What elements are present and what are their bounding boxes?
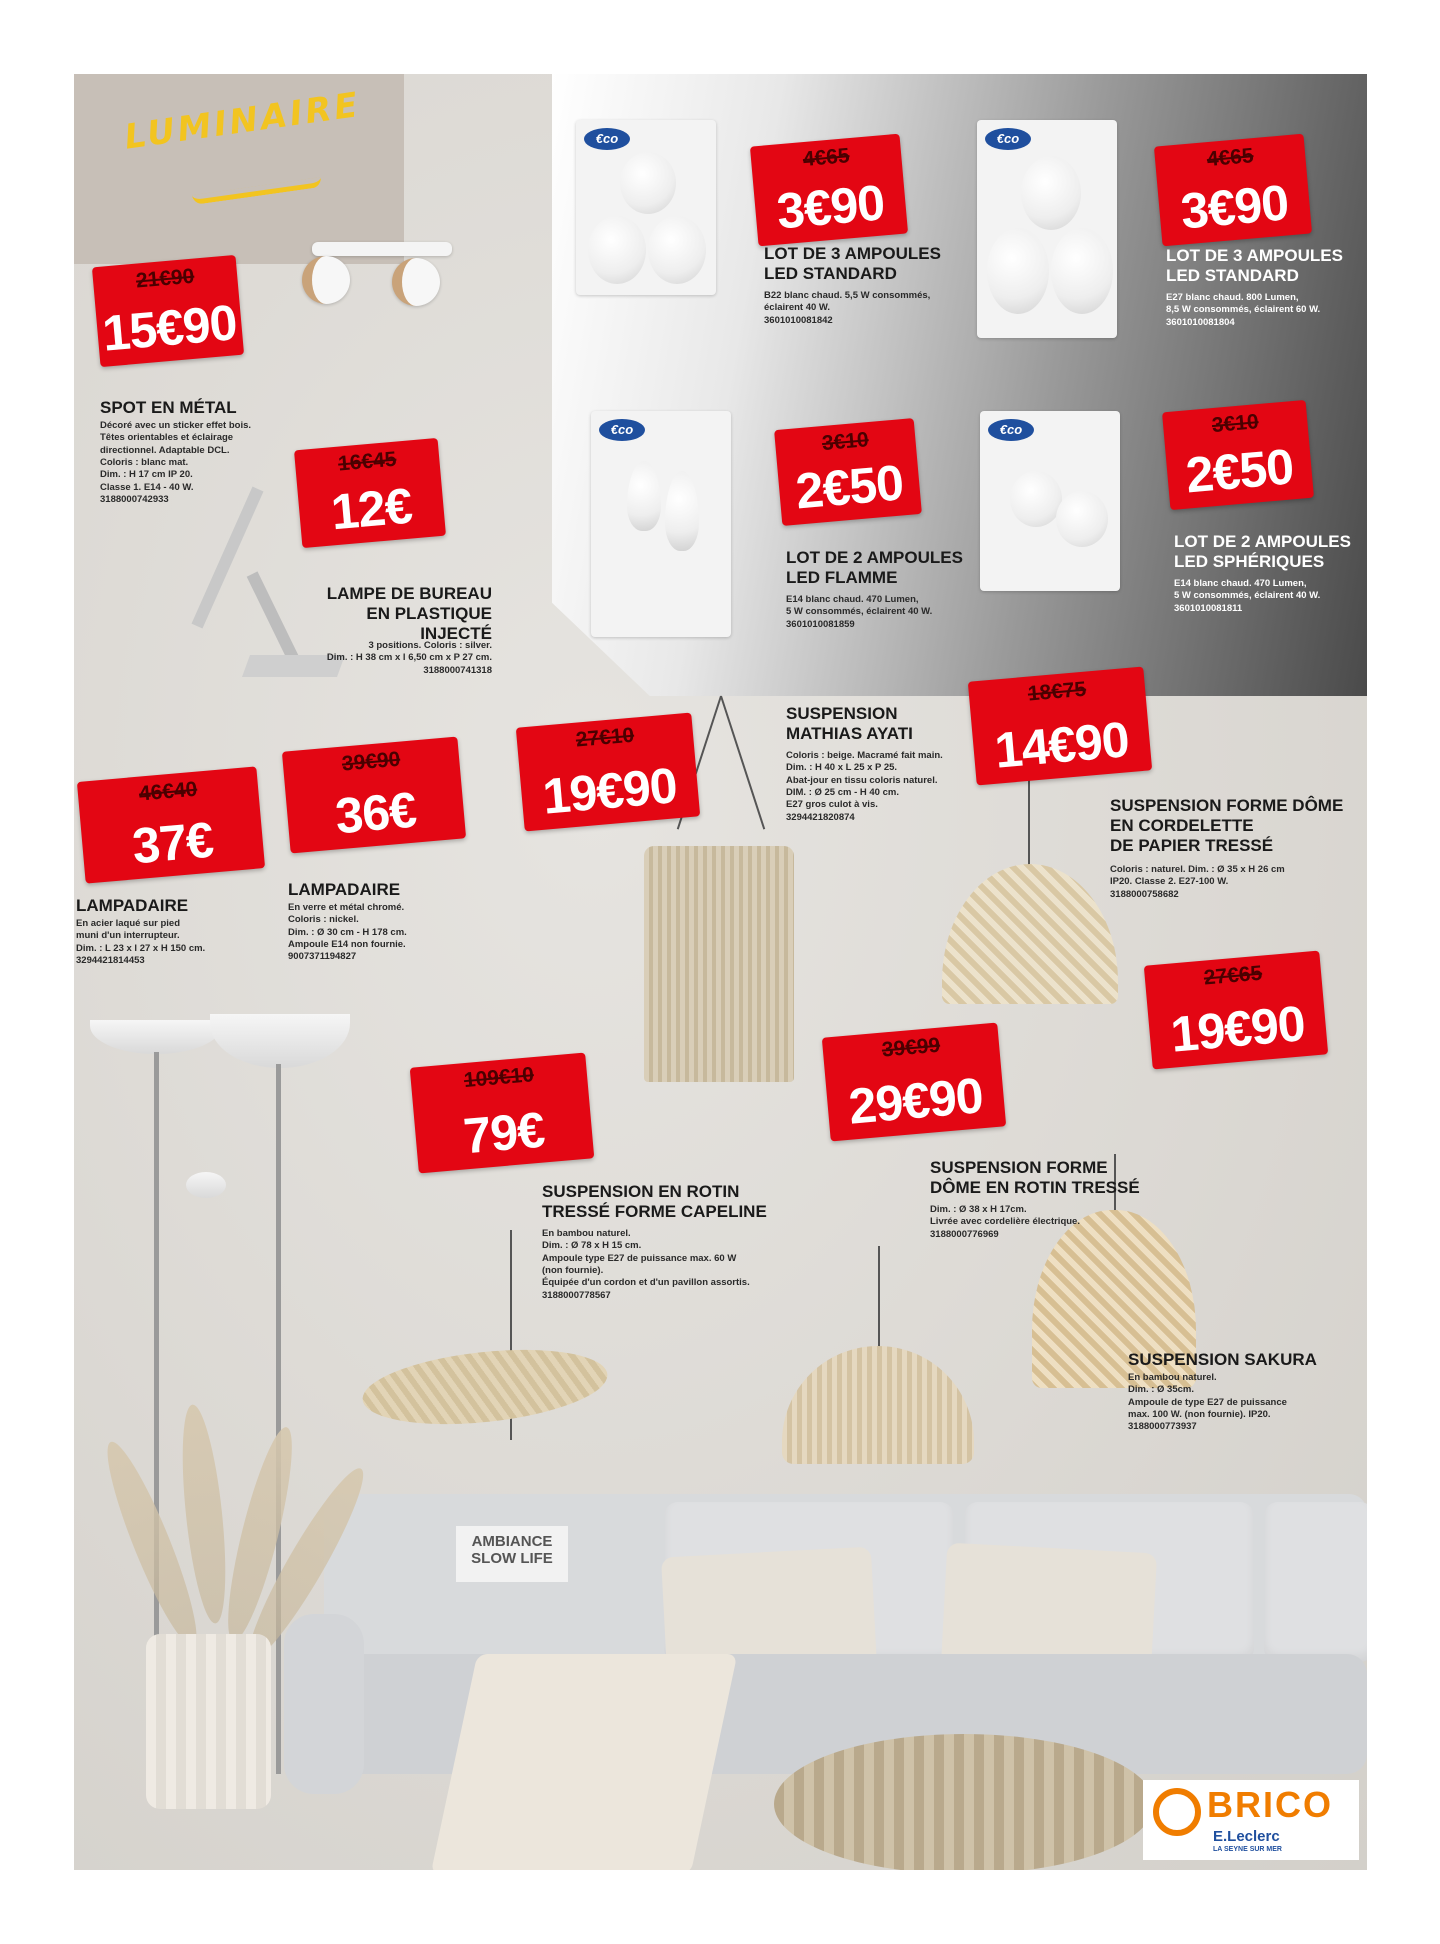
product-desc-suspension-dome-rotin: Dim. : Ø 38 x H 17cm. Livrée avec cordelière électrique. 3188000776969 [930,1204,1080,1240]
product-title-lampadaire-2: LAMPADAIRE [288,880,401,899]
logo-brand: BRICO [1207,1784,1333,1825]
old-price: 18€75 [1026,677,1088,706]
eco-logo-icon: €co [985,128,1031,150]
price-tag-lampadaire-1[interactable] [77,766,265,883]
price-tag-lampadaire-2[interactable] [282,737,466,854]
product-desc-suspension-capeline: En bambou naturel. Dim. : Ø 78 x H 15 cm. Ampoule type E27 de puissance max. 60 W (non fournie). Équipée d'un cordon et d'un pavillon assortis. 3188000778567 [542,1228,750,1301]
price-tag-ampoules-b22[interactable] [750,134,908,247]
price-tag-suspension-dome-rotin[interactable] [822,1023,1006,1142]
price-tag-suspension-capeline[interactable] [410,1053,595,1174]
suspension-cord [878,1246,880,1356]
product-desc-suspension-ayati: Coloris : beige. Macramé fait main. Dim. : H 40 x L 25 x P 25. Abat-jour en tissu coloris naturel. DIM. : Ø 25 cm - H 40 cm. E27 gros culot à vis. 3294421820874 [786,750,943,823]
price-tag-suspension-dome-cordelette[interactable] [968,667,1152,786]
product-desc-lampe-bureau: 3 positions. Coloris : silver. Dim. : H 38 cm x l 6,50 cm x P 27 cm. 3188000741318 [326,640,492,676]
bulb-image [1010,471,1062,527]
old-price: 3€10 [821,428,870,456]
floor-lamp-pole [276,1064,281,1774]
new-price: 19€90 [540,757,679,825]
bulb-image [1051,228,1113,314]
product-title-suspension-dome-rotin: SUSPENSION FORME DÔME EN ROTIN TRESSÉ [930,1158,1140,1198]
new-price: 3€90 [1178,174,1291,240]
old-price: 27€10 [574,723,636,752]
old-price: 21€90 [135,264,196,293]
new-price: 79€ [461,1101,547,1165]
price-tag-ampoules-flamme[interactable] [774,418,922,526]
product-desc-ampoules-e27: E27 blanc chaud. 800 Lumen, 8,5 W consommés, éclairent 60 W. 3601010081804 [1166,292,1321,328]
old-price: 4€65 [1205,144,1255,172]
bulb-image [665,471,699,551]
title-underline [192,177,322,205]
bulb-pack-e27[interactable] [977,120,1117,338]
bulb-image [627,461,661,531]
old-price: 39€90 [340,747,402,776]
price-tag-spot[interactable] [92,255,244,367]
new-price: 12€ [328,477,414,541]
price-tag-suspension-ayati[interactable] [516,713,700,832]
old-price: 46€40 [137,777,199,806]
new-price: 3€90 [774,174,887,240]
bulb-image [1021,156,1081,230]
sofa-cushion [1264,1502,1367,1662]
macrame-shade-image [644,846,794,1082]
brico-leclerc-logo [1143,1780,1359,1860]
throw-blanket [431,1654,738,1870]
catalog-page [74,74,1367,1870]
logo-sub: E.Leclerc [1213,1828,1280,1845]
product-desc-ampoules-flamme: E14 blanc chaud. 470 Lumen, 5 W consommés, éclairent 40 W. 3601010081859 [786,594,933,630]
price-tag-ampoules-e27[interactable] [1154,134,1312,247]
price-tag-lampe-bureau[interactable] [294,438,446,548]
product-title-suspension-ayati: SUSPENSION MATHIAS AYATI [786,704,913,744]
product-title-ampoules-e27: LOT DE 3 AMPOULES LED STANDARD [1166,246,1343,286]
eco-logo-icon: €co [988,419,1034,441]
new-price: 37€ [130,811,216,875]
new-price: 2€50 [793,454,906,520]
product-title-lampe-bureau: LAMPE DE BUREAU EN PLASTIQUE INJECTÉ [326,584,492,644]
product-desc-ampoules-b22: B22 blanc chaud. 5,5 W consommés, éclairent 40 W. 3601010081842 [764,290,931,326]
bulb-image [987,228,1049,314]
reading-lamp-shade [186,1172,226,1198]
product-desc-ampoules-spheriques: E14 blanc chaud. 470 Lumen, 5 W consommés, éclairent 40 W. 3601010081811 [1174,578,1321,614]
bulb-pack-flamme[interactable] [591,411,731,637]
eco-logo-icon: €co [599,419,645,441]
product-desc-suspension-sakura: En bambou naturel. Dim. : Ø 35cm. Ampoule de type E27 de puissance max. 100 W. (non fournie). IP20. 3188000773937 [1128,1372,1287,1433]
product-desc-spot: Décoré avec un sticker effet bois. Têtes orientables et éclairage directionnel. Adaptable DCL. Coloris : blanc mat. Dim. : H 17 cm IP 20. Classe 1. E14 - 40 W. 3188000742933 [100,420,252,506]
price-tag-suspension-sakura[interactable] [1144,951,1328,1070]
new-price: 36€ [333,781,419,845]
old-price: 16€45 [337,447,398,476]
new-price: 29€90 [846,1067,985,1135]
product-title-spot: SPOT EN MÉTAL [100,398,237,417]
house-icon [1153,1788,1201,1836]
product-title-suspension-sakura: SUSPENSION SAKURA [1128,1350,1317,1369]
new-price: 15€90 [100,294,239,362]
bulb-image [1056,491,1108,547]
old-price: 39€99 [880,1033,942,1062]
product-desc-lampadaire-2: En verre et métal chromé. Coloris : nickel. Dim. : Ø 30 cm - H 178 cm. Ampoule E14 non fournie. 9007371194827 [288,902,407,963]
suspension-cord [1028,776,1030,868]
bulb-image [588,216,646,284]
spot-image [302,222,462,312]
product-title-suspension-dome-cordelette: SUSPENSION FORME DÔME EN CORDELETTE DE PAPIER TRESSÉ [1110,796,1344,856]
old-price: 4€65 [801,144,851,172]
product-title-ampoules-flamme: LOT DE 2 AMPOULES LED FLAMME [786,548,963,588]
old-price: 109€10 [462,1063,535,1093]
price-tag-ampoules-spheriques[interactable] [1162,400,1314,510]
sofa-arm [284,1614,364,1794]
ribbed-vase [146,1634,271,1809]
bulb-pack-spheriques[interactable] [980,411,1120,591]
product-title-ampoules-spheriques: LOT DE 2 AMPOULES LED SPHÉRIQUES [1174,532,1351,572]
old-price: 27€65 [1202,961,1264,990]
product-desc-lampadaire-1: En acier laqué sur pied muni d'un interrupteur. Dim. : L 23 x l 27 x H 150 cm. 3294421814453 [76,918,206,967]
eco-logo-icon: €co [584,128,630,150]
section-title: LUMINAIRE [122,84,363,158]
woven-pouf [774,1734,1154,1870]
logo-location: LA SEYNE SUR MER [1213,1846,1282,1853]
product-desc-suspension-dome-cordelette: Coloris : naturel. Dim. : Ø 35 x H 26 cm IP20. Classe 2. E27-100 W. 3188000758682 [1110,864,1285,900]
new-price: 19€90 [1168,995,1307,1063]
product-title-ampoules-b22: LOT DE 3 AMPOULES LED STANDARD [764,244,941,284]
old-price: 3€10 [1210,410,1260,438]
new-price: 14€90 [992,711,1131,779]
bulb-image [620,152,676,214]
bulb-pack-b22[interactable] [576,120,716,295]
product-title-suspension-capeline: SUSPENSION EN ROTIN TRESSÉ FORME CAPELINE [542,1182,767,1222]
ambiance-label: AMBIANCE SLOW LIFE [456,1526,568,1582]
new-price: 2€50 [1183,438,1296,504]
bulb-image [648,216,706,284]
product-title-lampadaire-1: LAMPADAIRE [76,896,189,915]
